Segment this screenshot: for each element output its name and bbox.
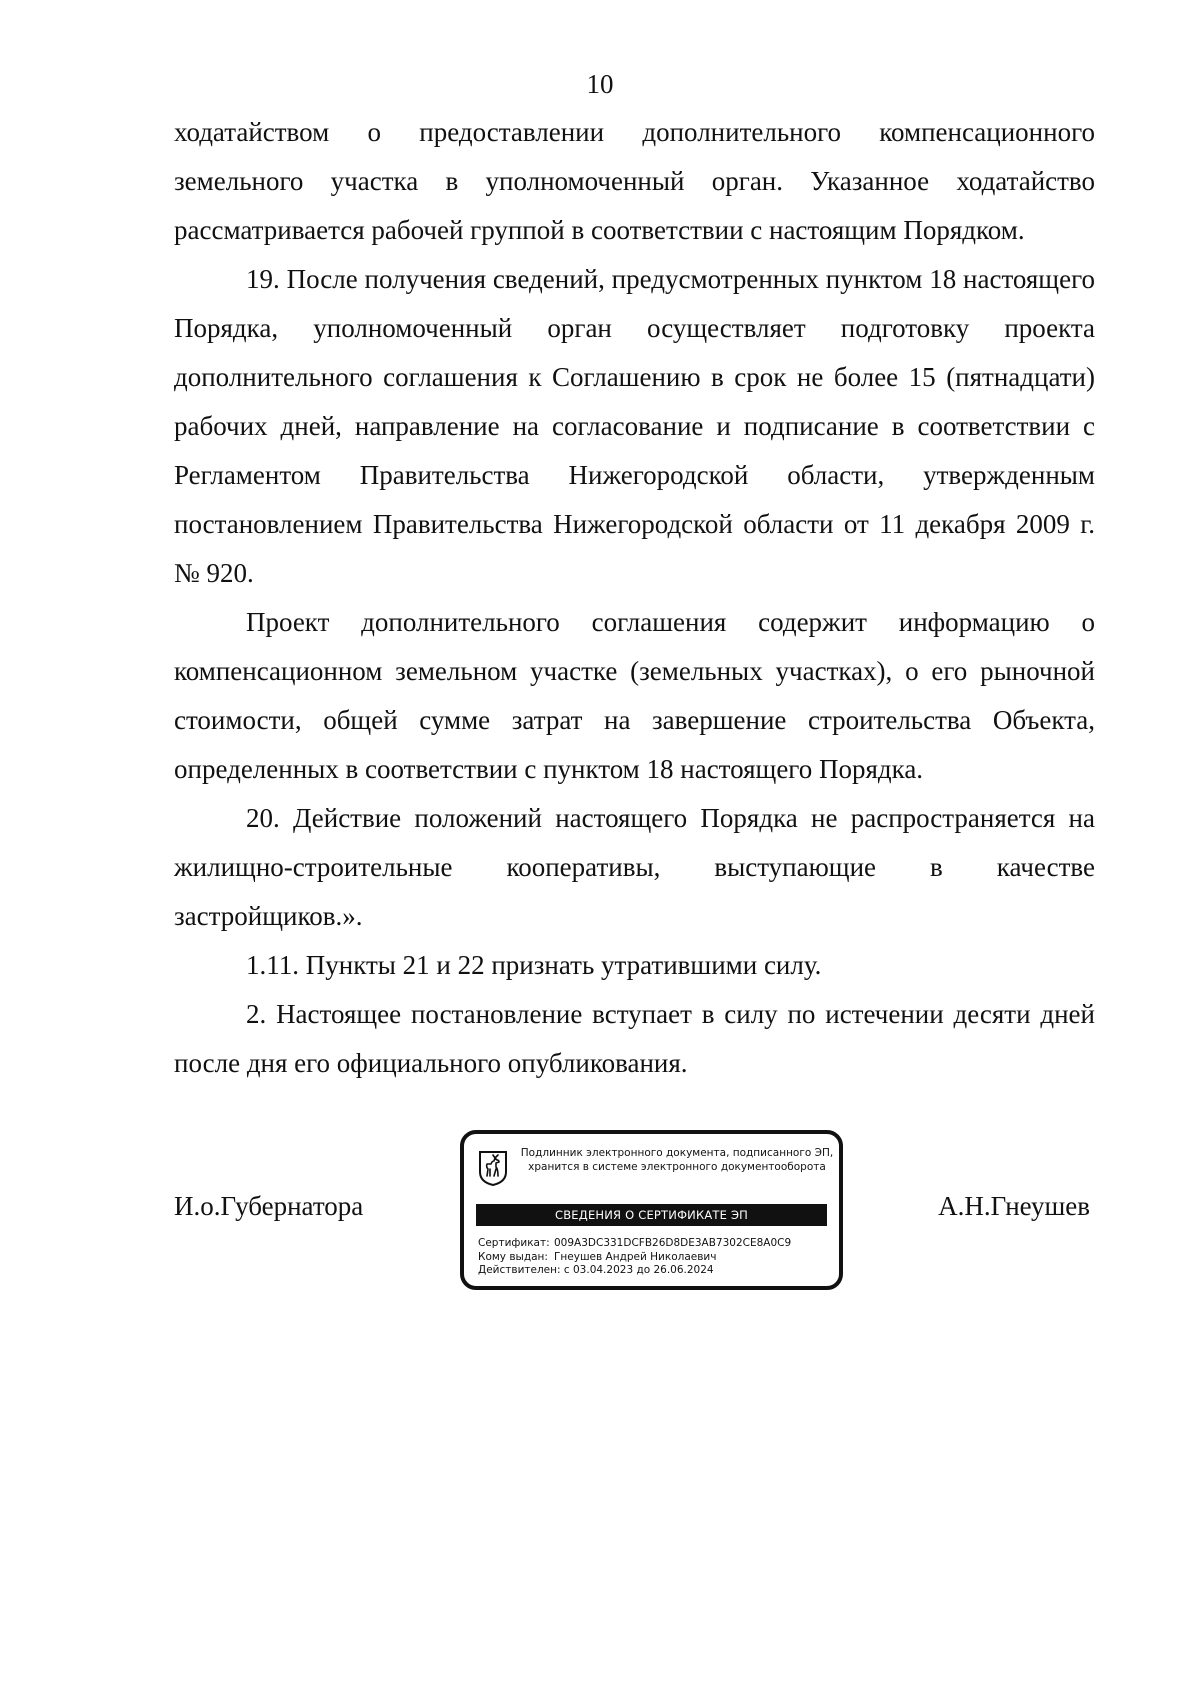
deer-coat-of-arms-icon — [478, 1150, 508, 1186]
page-number: 10 — [586, 69, 614, 99]
certificate-details — [478, 1237, 833, 1278]
stamp-header-line: хранится в системе электронного документооборота — [528, 1161, 826, 1173]
issued-to-label: Кому выдан: — [478, 1250, 548, 1263]
paragraph-project-agreement: Проект дополнительного соглашения содержит информацию о компенсационном земельном участке (земельных участках), о его рыночной стоимости, общей сумме затрат на завершение строительства Объекта, определенных в соответствии с пунктом 18 настоящего Порядка. — [174, 607, 1095, 784]
certificate-row — [478, 1237, 833, 1251]
stamp-title-bar: СВЕДЕНИЯ О СЕРТИФИКАТЕ ЭП — [476, 1204, 827, 1226]
stamp-header-line: Подлинник электронного документа, подписанного ЭП, — [520, 1147, 834, 1159]
paragraph-continuation: ходатайством о предоставлении дополнительного компенсационного земельного участка в уполномоченный орган. Указанное ходатайство рассматривается рабочей группой в соответствии с настоящим Порядком. — [174, 117, 1095, 245]
validity-value: с 03.04.2023 до 26.06.2024 — [563, 1264, 714, 1276]
stamp-header — [516, 1146, 838, 1174]
issued-to-row — [478, 1251, 833, 1265]
signer-position: И.о.Губернатора — [174, 1191, 364, 1221]
document-body — [174, 108, 1095, 1088]
paragraph-item-19: 19. После получения сведений, предусмотренных пунктом 18 настоящего Порядка, уполномоченный орган осуществляет подготовку проекта дополнительного соглашения к Соглашению в срок не более 15 (пятнадцати) рабочих дней, направление на согласование и подписание в соответствии с Регламентом Правительства Нижегородской области, утвержденным постановлением Правительства Нижегородской области от 11 декабря 2009 г. № 920. — [174, 264, 1095, 588]
certificate-value: 009A3DC331DCFB26D8DE3AB7302CE8A0C9 — [554, 1237, 792, 1249]
signer-name: А.Н.Гнеушев — [938, 1191, 1090, 1221]
paragraph-item-2: 2. Настоящее постановление вступает в силу по истечении десяти дней после дня его официального опубликования. — [174, 999, 1095, 1078]
paragraph-item-20: 20. Действие положений настоящего Порядка не распространяется на жилищно-строительные кооперативы, выступающие в качестве застройщиков.». — [174, 803, 1095, 931]
electronic-signature-stamp — [460, 1130, 843, 1290]
paragraph-item-1-11: 1.11. Пункты 21 и 22 признать утратившими силу. — [246, 950, 822, 980]
certificate-label: Сертификат: — [478, 1237, 550, 1249]
validity-row — [478, 1264, 833, 1278]
validity-label: Действителен: — [478, 1264, 561, 1276]
issued-to-value: Гнеушев Андрей Николаевич — [554, 1250, 717, 1263]
